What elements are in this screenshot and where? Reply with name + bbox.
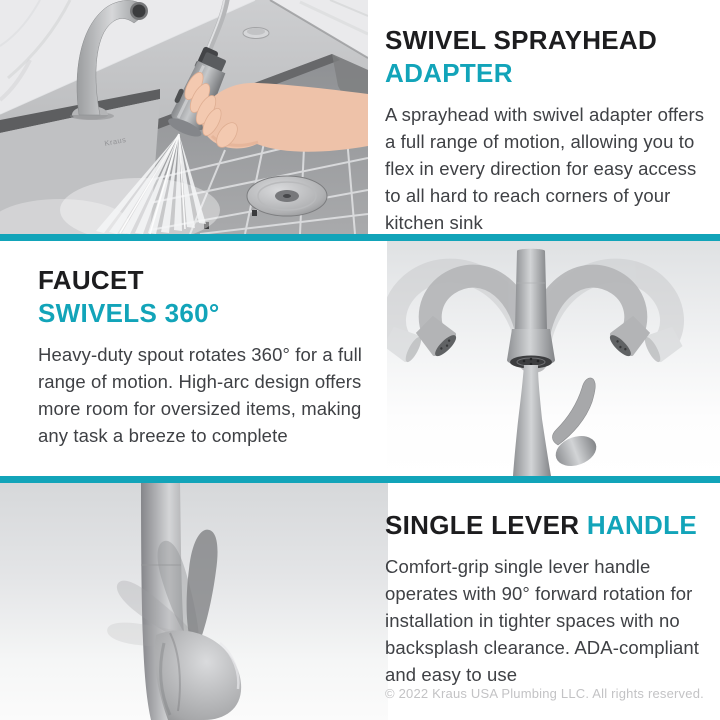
handle-copy <box>385 509 715 688</box>
title-accent: HANDLE <box>586 510 697 540</box>
teal-divider-2 <box>0 476 720 483</box>
lever-handle-illustration <box>0 483 388 720</box>
title-accent: ADAPTER <box>385 58 513 88</box>
swivel-faucet-illustration <box>387 241 720 476</box>
swivel-description: Heavy-duty spout rotates 360° for a full range of motion. High-arc design offers more room for oversized items, making any task a breeze to complete <box>38 344 363 446</box>
sprayhead-title <box>385 24 711 90</box>
drain <box>247 176 327 216</box>
sprayhead-description: A sprayhead with swivel adapter offers a full range of motion, allowing you to flex in every direction for easy access to all hard to reach corners of your kitchen sink <box>385 104 705 233</box>
kraus-logo-text: Kraus <box>103 134 128 148</box>
copyright-notice: © 2022 Kraus USA Plumbing LLC. All rights reserved. <box>385 686 704 701</box>
sink-photo-illustration <box>0 0 368 234</box>
title-black: SWIVEL SPRAYHEAD <box>385 25 658 55</box>
swivel-render <box>387 241 720 476</box>
section-sprayhead-adapter <box>0 0 720 234</box>
sprayhead-photo <box>0 0 368 234</box>
handle-ball-joint <box>155 631 242 720</box>
handle-render <box>0 483 388 720</box>
swivel-copy <box>38 264 372 449</box>
sprayhead-copy <box>385 24 711 236</box>
swivel-title <box>38 264 372 330</box>
handle-title <box>385 509 715 542</box>
title-black: SINGLE LEVER <box>385 510 580 540</box>
title-black: FAUCET <box>38 265 144 295</box>
spout-mid-right <box>536 276 653 361</box>
section-faucet-swivels <box>0 241 720 476</box>
section-single-lever <box>0 483 720 720</box>
faucet-neck-and-handle <box>513 365 601 476</box>
handle-description: Comfort-grip single lever handle operates with 90° forward rotation for installation in tighter spaces with no backsplash clearance. ADA-compliant and easy to use <box>385 556 700 685</box>
title-accent: SWIVELS 360° <box>38 298 220 328</box>
